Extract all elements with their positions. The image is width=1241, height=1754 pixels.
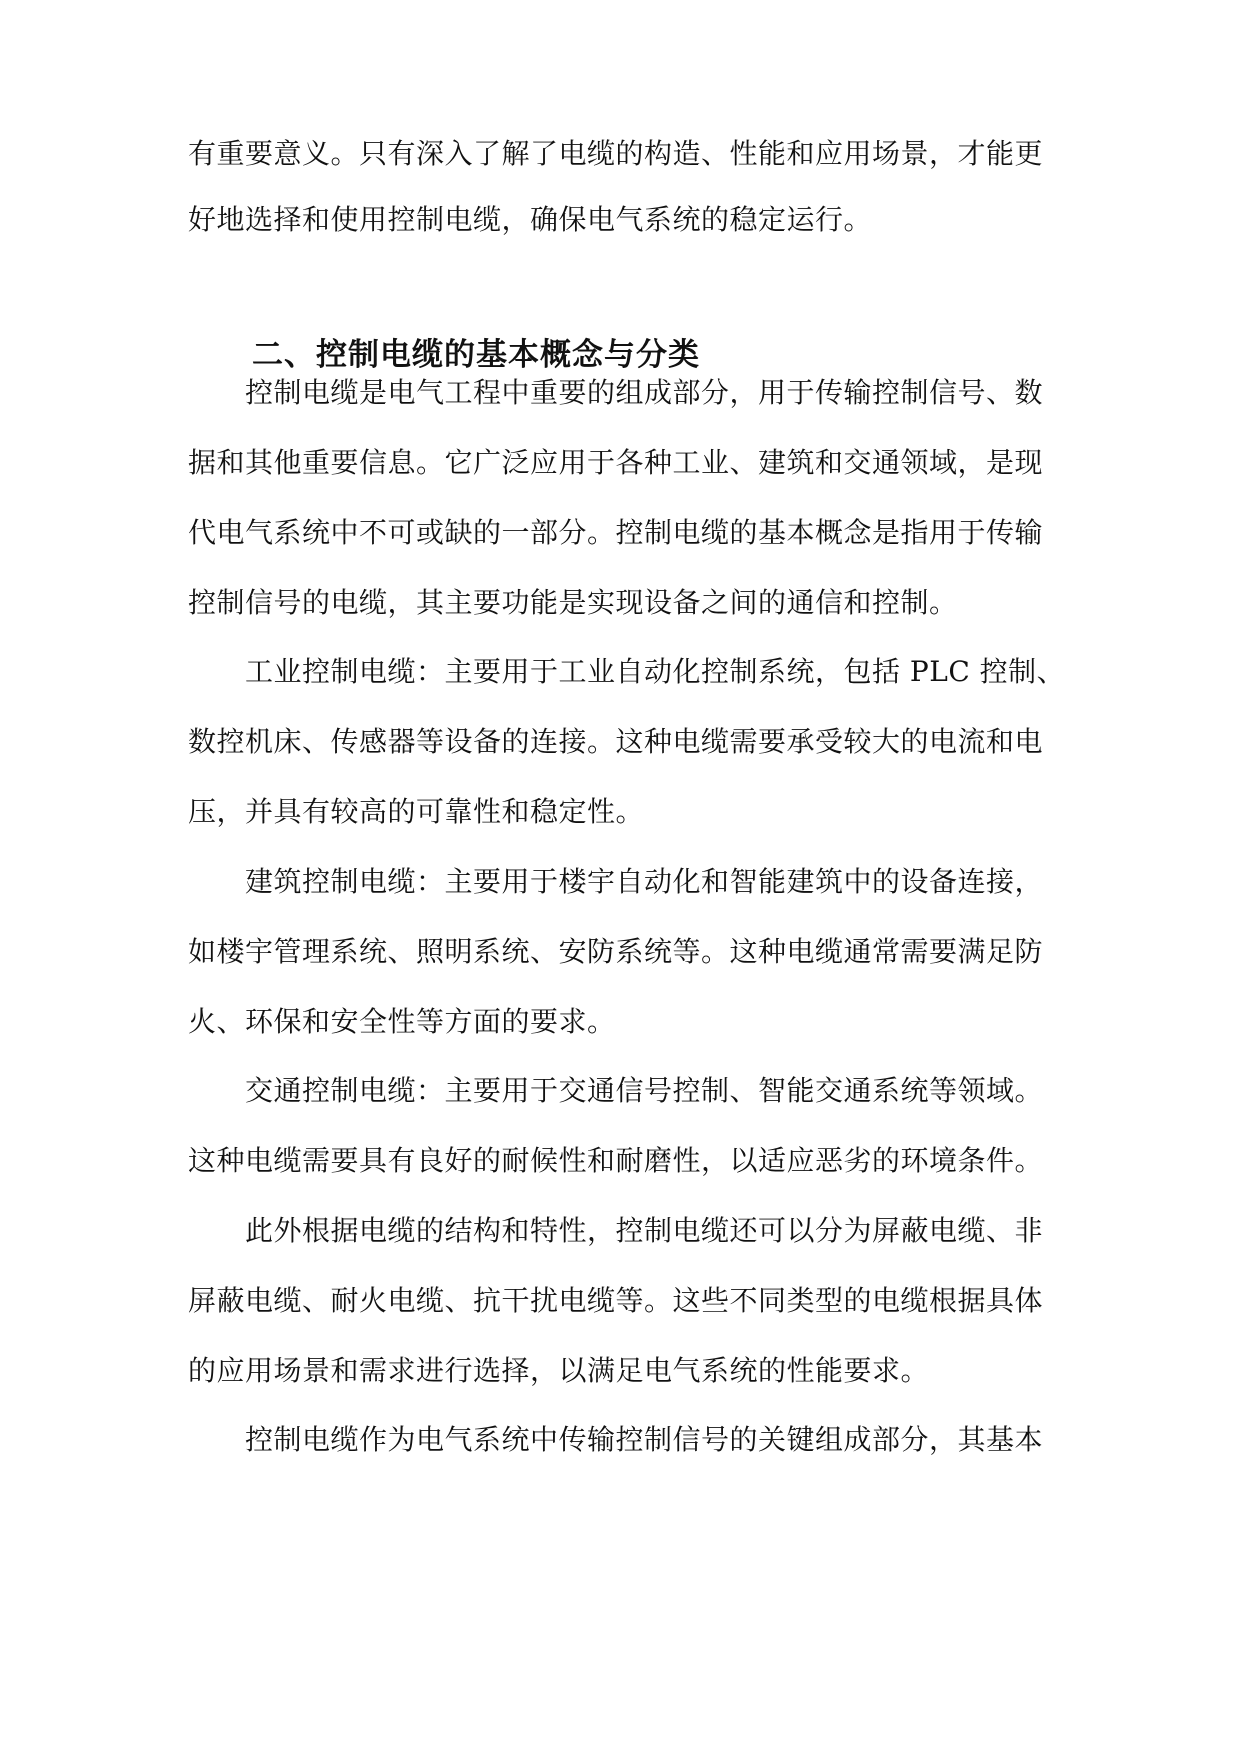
paragraph-line: 据和其他重要信息。它广泛应用于各种工业、建筑和交通领域，是现 bbox=[188, 446, 1044, 479]
paragraph-line: 控制信号的电缆，其主要功能是实现设备之间的通信和控制。 bbox=[188, 586, 958, 619]
paragraph-line: 压，并具有较高的可靠性和稳定性。 bbox=[188, 795, 645, 828]
paragraph-line: 的应用场景和需求进行选择，以满足电气系统的性能要求。 bbox=[188, 1354, 930, 1387]
paragraph-line: 控制电缆作为电气系统中传输控制信号的关键组成部分，其基本 bbox=[245, 1423, 1044, 1456]
paragraph-line: 建筑控制电缆：主要用于楼宇自动化和智能建筑中的设备连接， bbox=[245, 865, 1044, 898]
paragraph-line: 火、环保和安全性等方面的要求。 bbox=[188, 1005, 616, 1038]
paragraph-line: 数控机床、传感器等设备的连接。这种电缆需要承受较大的电流和电 bbox=[188, 725, 1044, 758]
paragraph-line: 此外根据电缆的结构和特性，控制电缆还可以分为屏蔽电缆、非 bbox=[245, 1214, 1044, 1247]
section-heading: 二、控制电缆的基本概念与分类 bbox=[252, 337, 700, 373]
paragraph-line: 屏蔽电缆、耐火电缆、抗干扰电缆等。这些不同类型的电缆根据具体 bbox=[188, 1284, 1044, 1317]
intro-line-2: 好地选择和使用控制电缆，确保电气系统的稳定运行。 bbox=[188, 203, 873, 236]
paragraph-line: 代电气系统中不可或缺的一部分。控制电缆的基本概念是指用于传输 bbox=[188, 516, 1044, 549]
intro-line-1: 有重要意义。只有深入了解了电缆的构造、性能和应用场景，才能更 bbox=[188, 137, 1044, 170]
paragraph-line: 如楼宇管理系统、照明系统、安防系统等。这种电缆通常需要满足防 bbox=[188, 935, 1044, 968]
paragraph-line: 控制电缆是电气工程中重要的组成部分，用于传输控制信号、数 bbox=[245, 376, 1044, 409]
paragraph-line: 工业控制电缆：主要用于工业自动化控制系统，包括 PLC 控制、 bbox=[245, 655, 1066, 688]
paragraph-line: 这种电缆需要具有良好的耐候性和耐磨性，以适应恶劣的环境条件。 bbox=[188, 1144, 1044, 1177]
paragraph-line: 交通控制电缆：主要用于交通信号控制、智能交通系统等领域。 bbox=[245, 1074, 1044, 1107]
